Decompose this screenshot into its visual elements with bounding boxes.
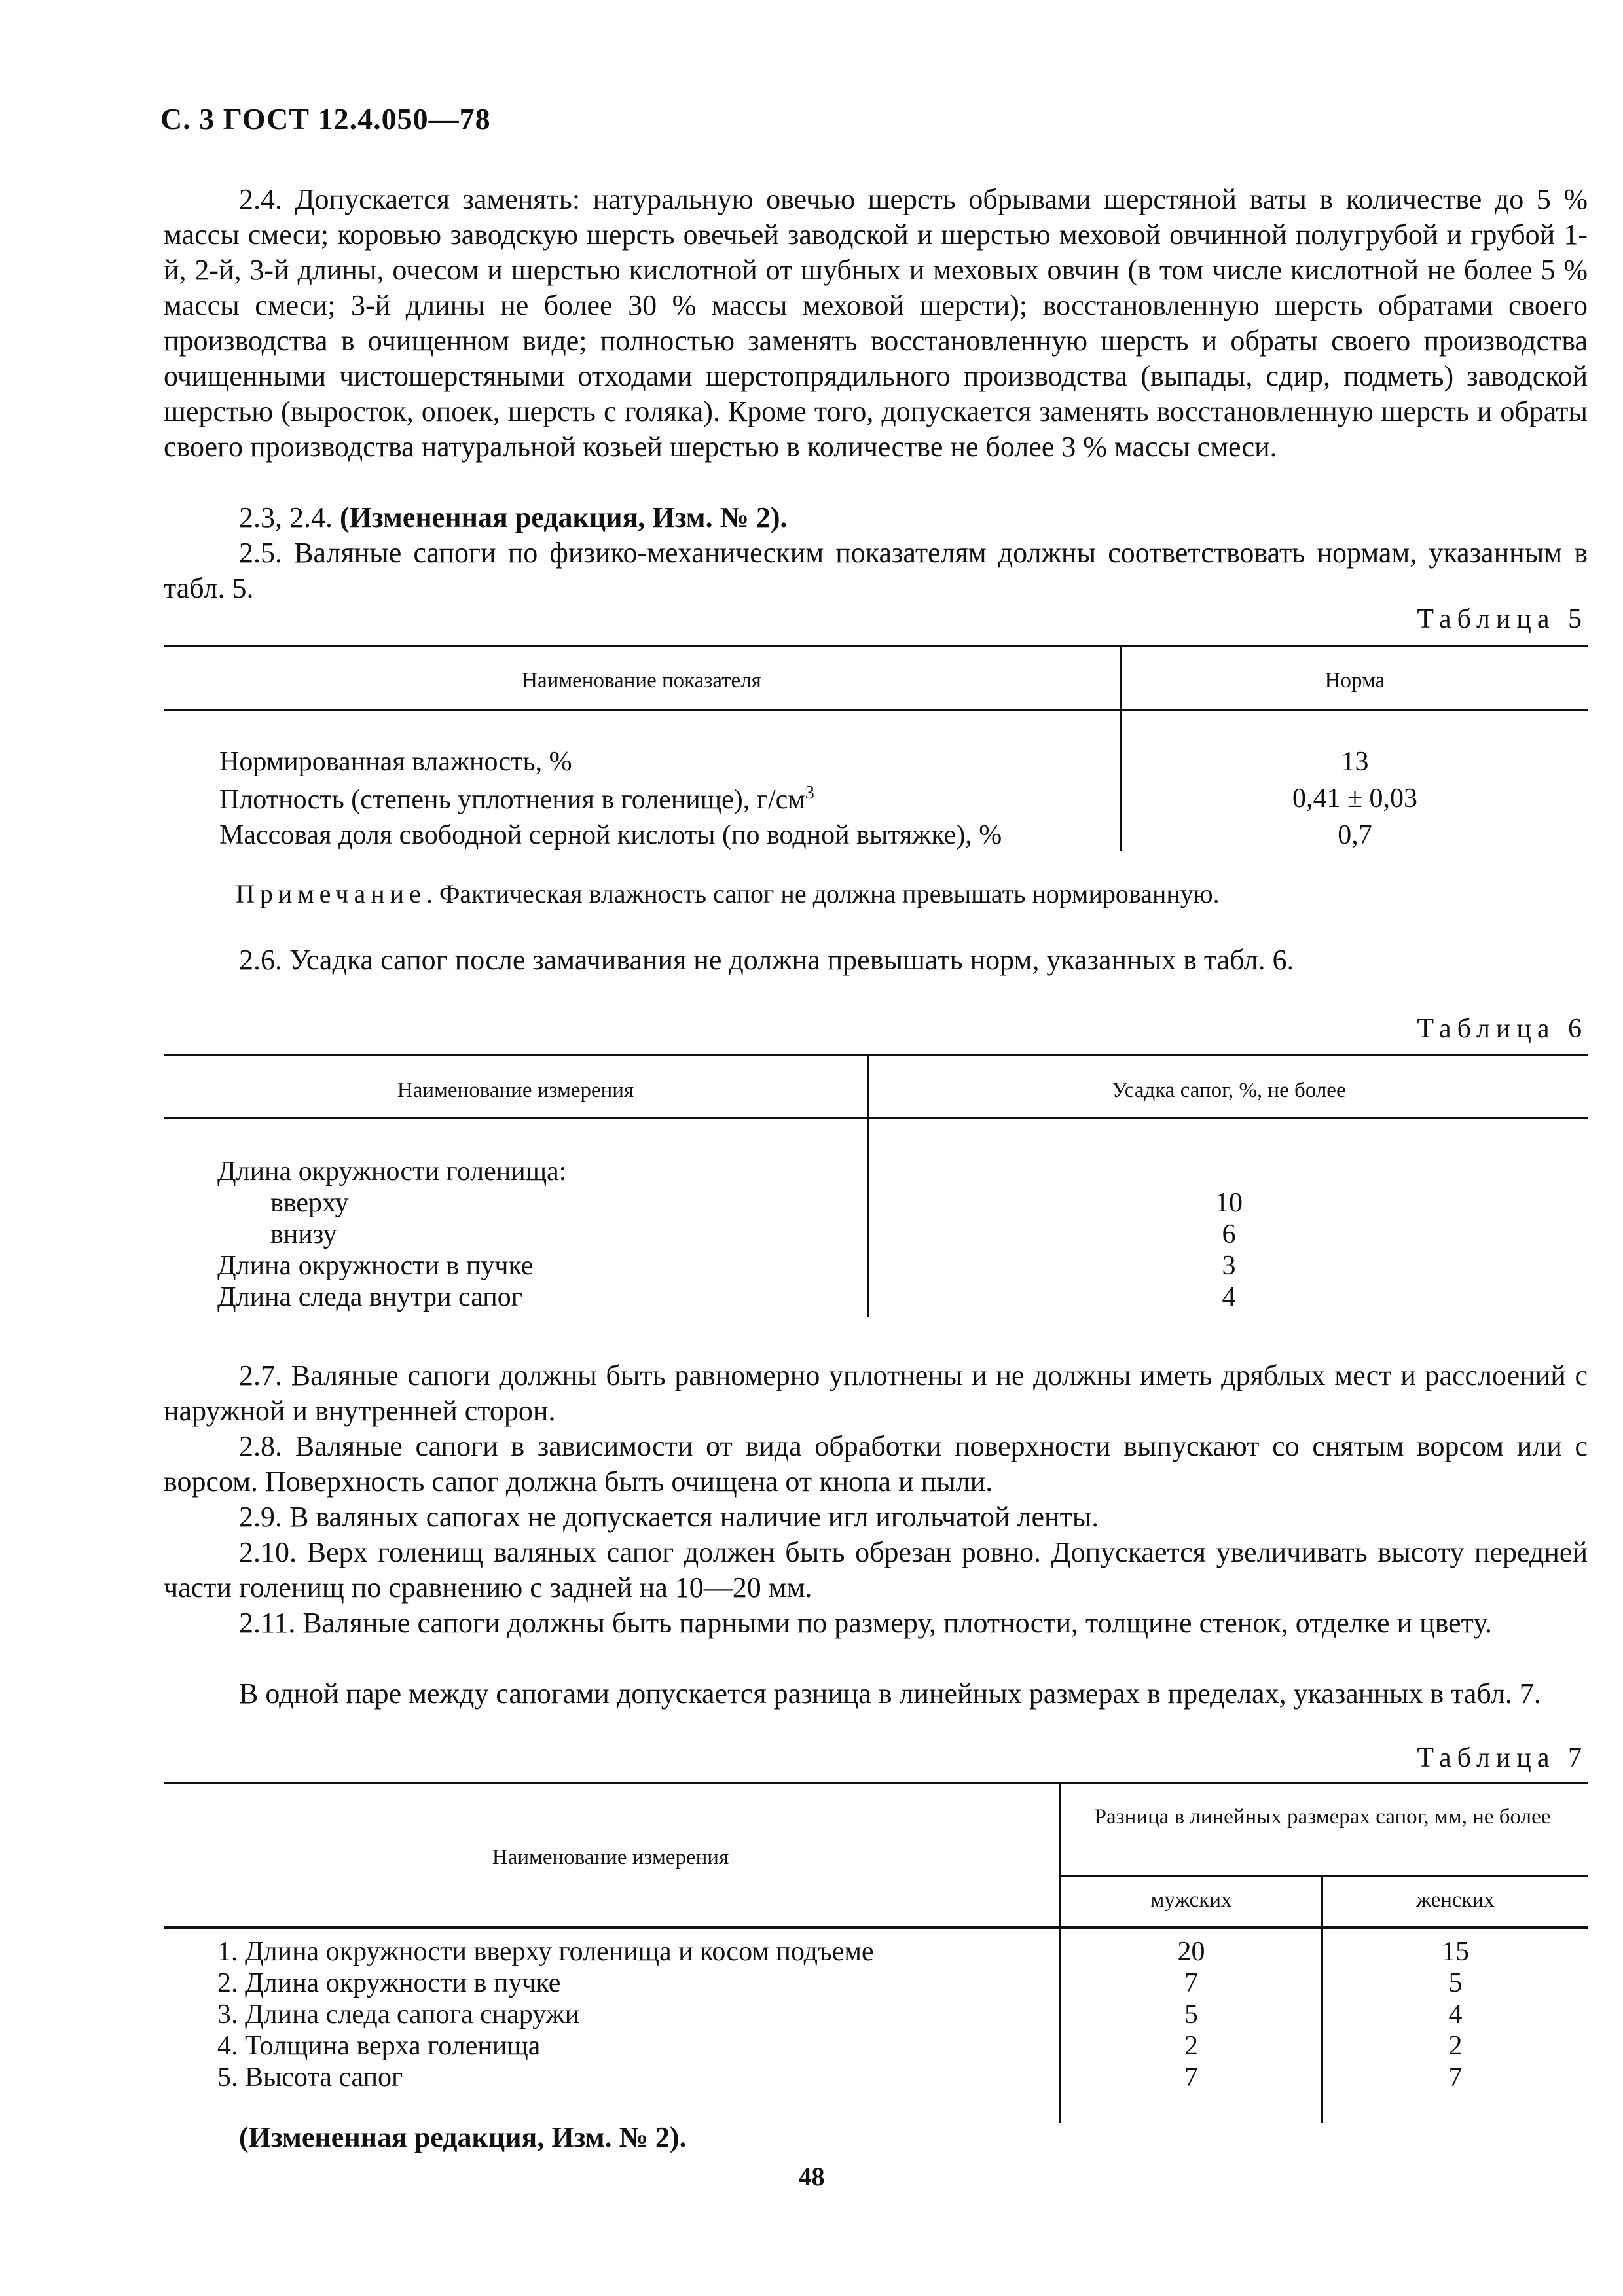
table7-row-name: 3. Длина следа сапога снаружи xyxy=(217,2000,580,2030)
table6-top-rule xyxy=(164,1054,1588,1056)
table7-sub1-header: мужских xyxy=(1150,1888,1232,1912)
table6-row-name: внизу xyxy=(270,1219,337,1249)
table6-row-value: 6 xyxy=(1222,1219,1236,1249)
table5-top-rule xyxy=(164,645,1588,647)
table7-row-men: 7 xyxy=(1184,1968,1198,1998)
table6-col2-header: Усадка сапог, %, не более xyxy=(1112,1079,1346,1102)
table7-col1-header: Наименование измерения xyxy=(492,1846,729,1869)
paragraph-2-9: 2.9. В валяных сапогах не допускается наличие игл игольчатой ленты. xyxy=(239,1501,1099,1533)
table6-row-value: 10 xyxy=(1215,1188,1243,1218)
table5-col-divider xyxy=(1120,645,1122,851)
paragraph-pair-difference: В одной паре между сапогами допускается разница в линейных размерах в пределах, указанных в табл. 7. xyxy=(239,1677,1541,1710)
table5-row-value: 13 xyxy=(1341,747,1369,777)
paragraph-2-10: 2.10. Верх голенищ валяных сапог должен быть обрезан ровно. Допускается увеличивать высоту передней части голенищ по сравнению с задней на 10—20 мм. xyxy=(164,1536,1588,1604)
table5-col1-header: Наименование показателя xyxy=(522,669,761,692)
table5-header-rule xyxy=(164,709,1588,711)
table6-row-name: вверху xyxy=(270,1188,349,1218)
table7-row-women: 7 xyxy=(1448,2062,1463,2092)
table7-row-women: 4 xyxy=(1448,2000,1463,2030)
table5-row-value: 0,7 xyxy=(1338,820,1372,850)
paragraph-2-6: 2.6. Усадка сапог после замачивания не должна превышать норм, указанных в табл. 6. xyxy=(239,944,1294,976)
table5-row-name: Массовая доля свободной серной кислоты (по водной вытяжке), % xyxy=(219,820,1002,850)
table6-row-name: Длина окружности в пучке xyxy=(217,1251,534,1281)
table7-row-men: 5 xyxy=(1184,2000,1198,2030)
table5-note: Примечание. Фактическая влажность сапог не должна превышать нормированную. xyxy=(236,879,1220,908)
table7-row-women: 2 xyxy=(1448,2031,1463,2061)
amendment-note-1: 2.3, 2.4. (Измененная редакция, Изм. № 2). xyxy=(239,501,788,533)
paragraph-2-5: 2.5. Валяные сапоги по физико-механическим показателям должны соответствовать нормам, указанным в табл. 5. xyxy=(164,537,1588,604)
table7-caption: Таблица 7 xyxy=(1417,1743,1588,1773)
table6-group-label: Длина окружности голенища: xyxy=(217,1157,567,1187)
paragraph-2-11: 2.11. Валяные сапоги должны быть парными по размеру, плотности, толщине стенок, отделке и цвету. xyxy=(239,1607,1492,1639)
table5-row-name: Нормированная влажность, % xyxy=(219,747,572,777)
table5-row-value: 0,41 ± 0,03 xyxy=(1292,783,1418,814)
table7-row-women: 15 xyxy=(1442,1937,1469,1967)
table6-col-divider xyxy=(867,1054,869,1317)
table7-top-rule xyxy=(164,1782,1588,1784)
table7-row-name: 1. Длина окружности вверху голенища и косом подъеме xyxy=(217,1937,874,1967)
table7-row-women: 5 xyxy=(1448,1968,1463,1998)
table7-row-men: 20 xyxy=(1177,1937,1205,1967)
paragraph-2-7: 2.7. Валяные сапоги должны быть равномерно уплотнены и не должны иметь дряблых мест и расслоений с наружной и внутренней сторон. xyxy=(164,1359,1588,1427)
table7-subheader-rule xyxy=(1061,1875,1588,1877)
table6-header-rule xyxy=(164,1117,1588,1119)
table6-row-value: 4 xyxy=(1222,1282,1236,1312)
table7-row-name: 2. Длина окружности в пучке xyxy=(217,1968,561,1998)
table7-col2-header: Разница в линейных размерах сапог, мм, не более xyxy=(1094,1805,1551,1829)
paragraph-2-4: 2.4. Допускается заменять: натуральную овечью шерсть обрывами шерстяной ваты в количестве до 5 % массы смеси; коровью заводскую шерсть овечьей заводской и шерстью меховой овчинной полугрубой и грубой 1-й, 2-й, 3-й длины, очесом и шерстью кислотной от шубных и меховых овчин (в том числе кислотной не более 5 % массы смеси; 3-й длины не более 30 % массы меховой шерсти); восстановленную шерсть обратами своего производства в очищенном виде; полностью заменять восстановленную шерсть и обраты своего производства очищенными чистошерстяными отходами шерстопрядильного производства (выпады, сдир, подметь) заводской шерстью (выросток, опоек, шерсть с голяка). Кроме того, допускается заменять восстановленную шерсть и обраты своего производства натуральной козьей шерстью в количестве не более 3 % массы смеси. xyxy=(164,183,1588,463)
table6-col1-header: Наименование измерения xyxy=(397,1079,634,1102)
table6-row-value: 3 xyxy=(1222,1251,1236,1281)
table6-caption: Таблица 6 xyxy=(1417,1014,1588,1044)
table7-row-name: 5. Высота сапог xyxy=(217,2062,403,2092)
table7-row-name: 4. Толщина верха голенища xyxy=(217,2031,541,2061)
paragraph-2-8: 2.8. Валяные сапоги в зависимости от вида обработки поверхности выпускают со снятым ворсом или с ворсом. Поверхность сапог должна быть очищена от кнопа и пыли. xyxy=(164,1430,1588,1498)
table6-row-name: Длина следа внутри сапог xyxy=(217,1282,522,1312)
table5-row-name: Плотность (степень уплотнения в голенище), $г/см^3$ xyxy=(219,783,814,815)
page-number: 48 xyxy=(798,2162,825,2191)
table7-row-men: 2 xyxy=(1184,2031,1198,2061)
table7-sub2-header: женских xyxy=(1416,1888,1495,1912)
table7-row-men: 7 xyxy=(1184,2062,1198,2092)
table5-col2-header: Норма xyxy=(1324,669,1385,692)
amendment-note-2: (Измененная редакция, Изм. № 2). xyxy=(239,2121,687,2153)
table5-caption: Таблица 5 xyxy=(1417,604,1588,634)
table7-header-rule xyxy=(164,1926,1588,1929)
page-header: С. 3 ГОСТ 12.4.050—78 xyxy=(160,102,491,135)
